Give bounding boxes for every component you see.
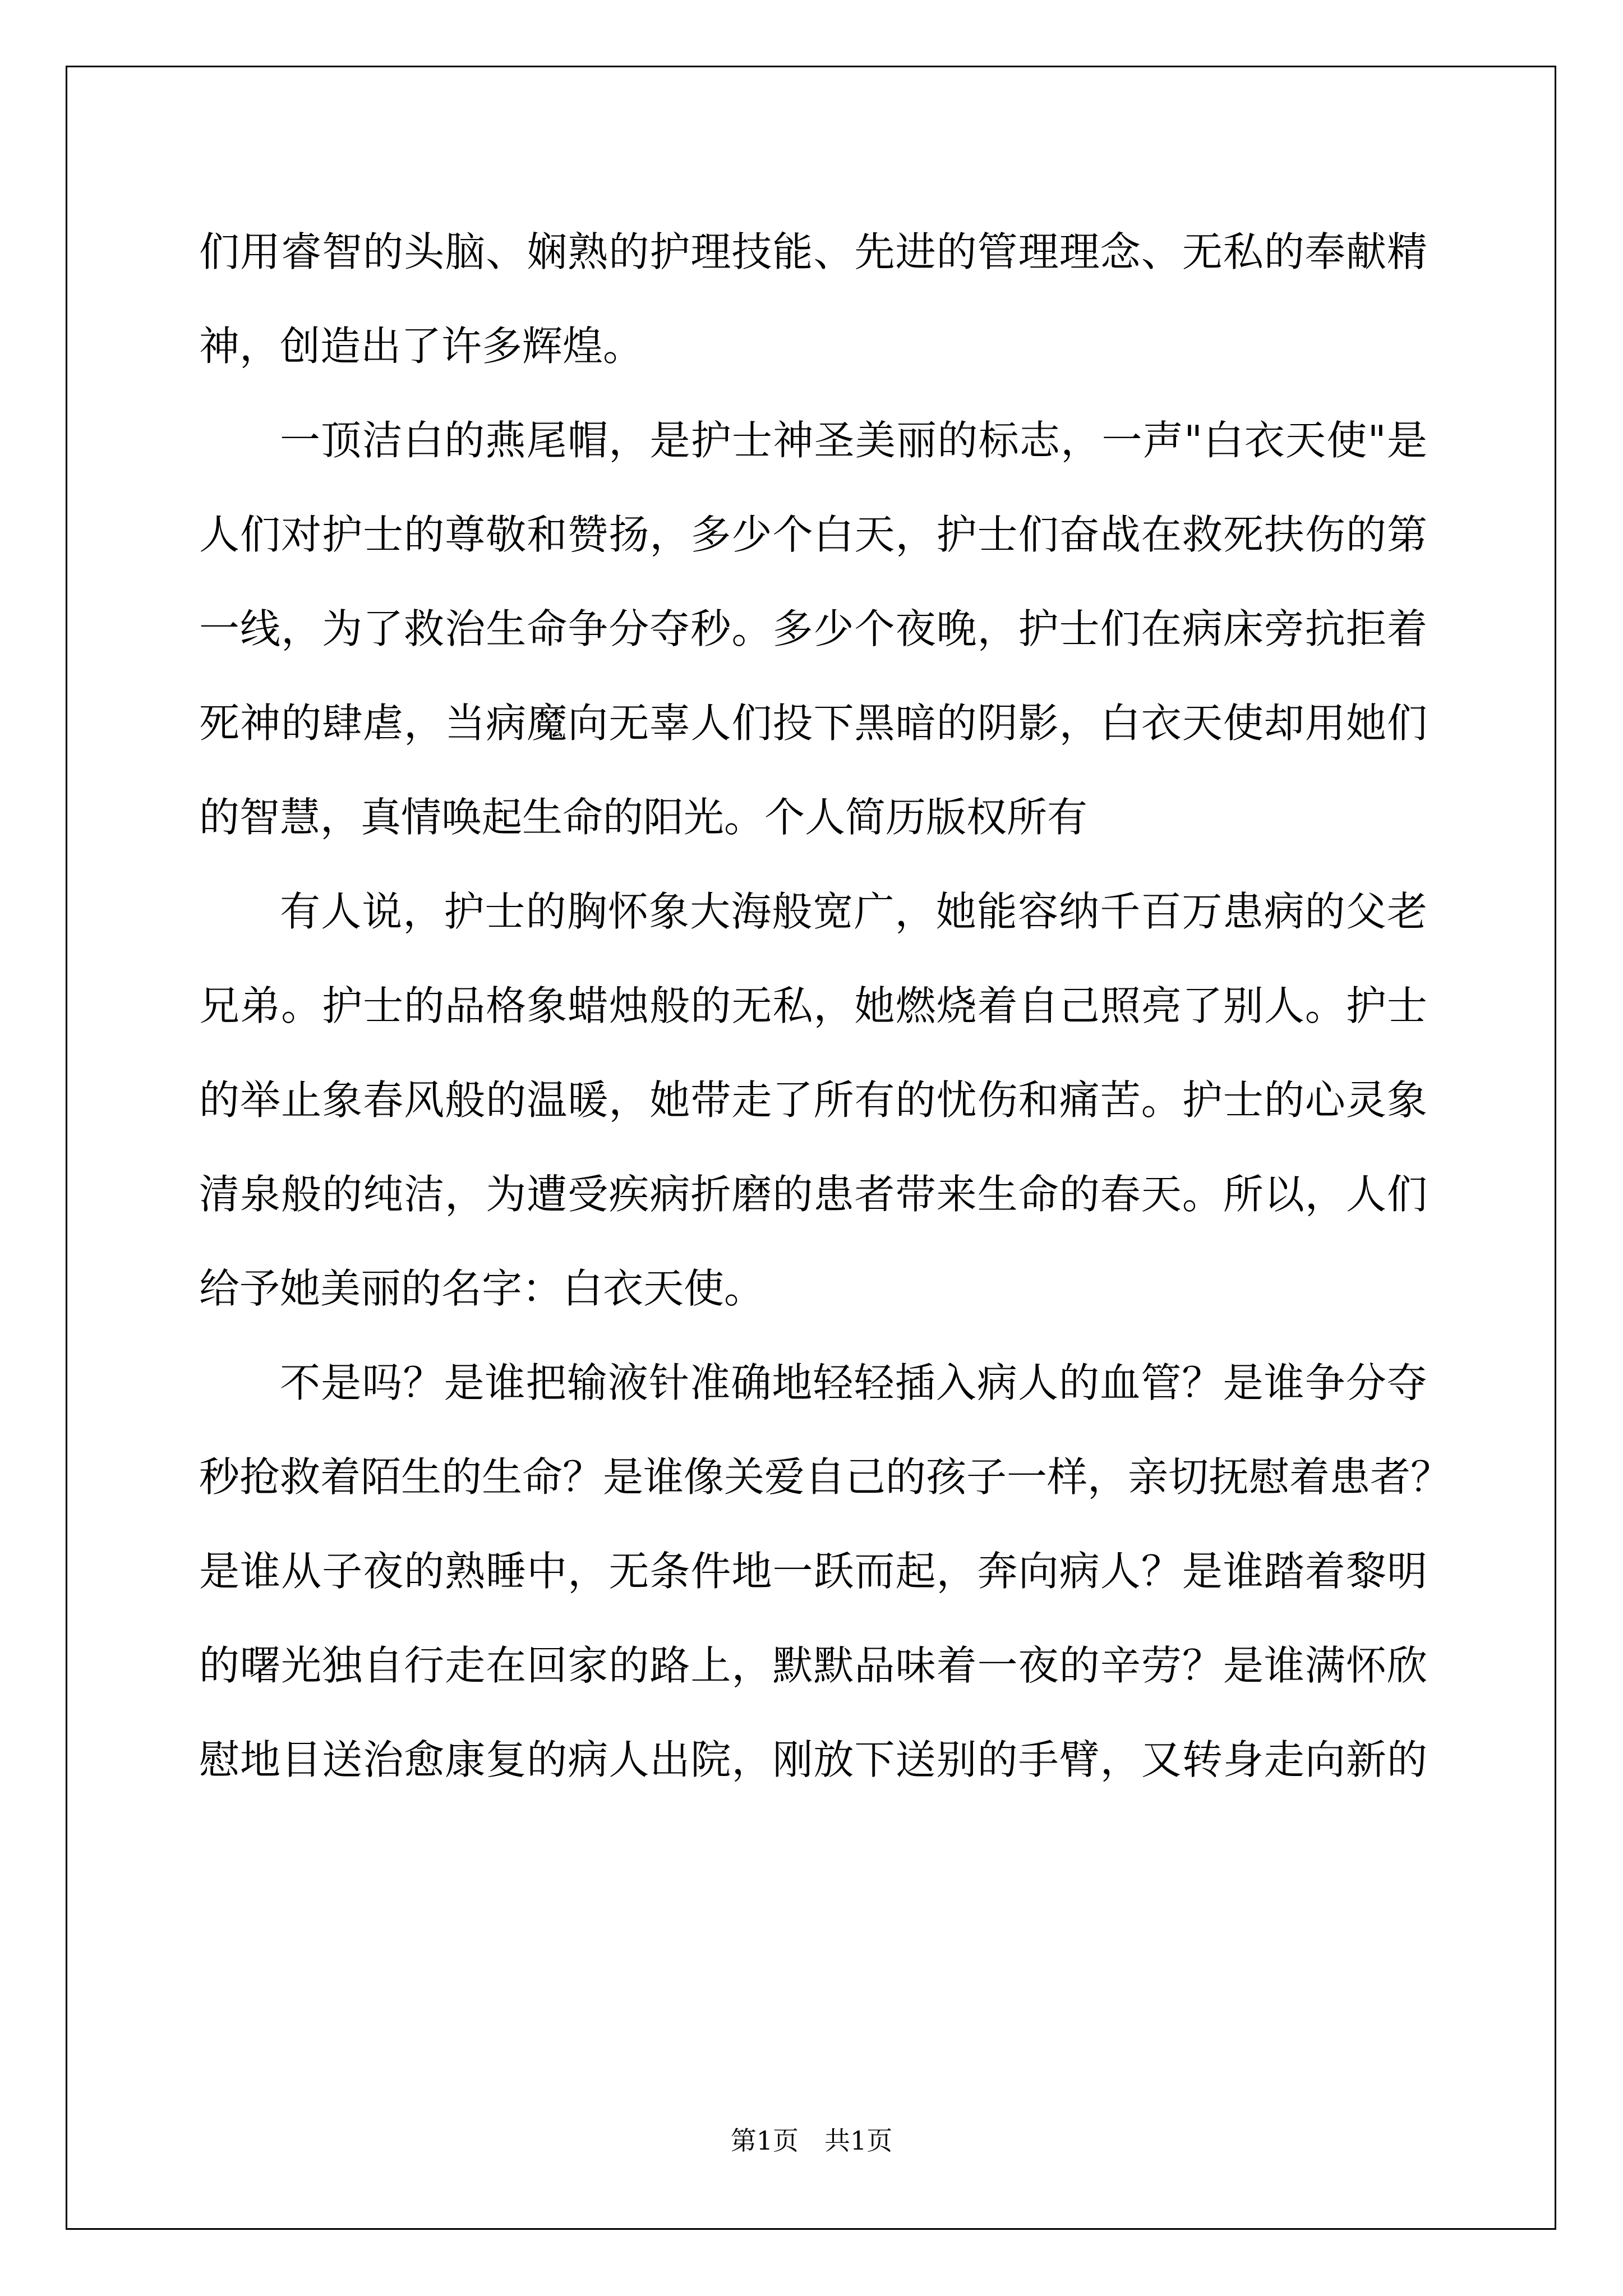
text-line: 一线，为了救治生命争分夺秒。多少个夜晚，护士们在病床旁抗拒着 xyxy=(199,605,1427,652)
text-line: 一顶洁白的燕尾帽，是护士神圣美丽的标志，一声"白衣天使"是 xyxy=(280,417,1427,464)
text-line: 的智慧，真情唤起生命的阳光。个人简历版权所有 xyxy=(199,794,1088,841)
text-line: 不是吗？是谁把输液针准确地轻轻插入病人的血管？是谁争分夺 xyxy=(280,1359,1427,1406)
text-line: 们用睿智的头脑、娴熟的护理技能、先进的管理理念、无私的奉献精 xyxy=(199,228,1427,275)
text-line: 给予她美丽的名字：白衣天使。 xyxy=(199,1265,765,1312)
text-line: 是谁从子夜的熟睡中，无条件地一跃而起，奔向病人？是谁踏着黎明 xyxy=(199,1548,1427,1595)
text-line: 的举止象春风般的温暖，她带走了所有的忧伤和痛苦。护士的心灵象 xyxy=(199,1076,1427,1124)
page-number-total: 共1页 xyxy=(824,2125,893,2156)
text-line: 有人说，护士的胸怀象大海般宽广，她能容纳千百万患病的父老 xyxy=(280,888,1427,935)
document-body xyxy=(199,205,1451,1807)
text-line: 的曙光独自行走在回家的路上，默默品味着一夜的辛劳？是谁满怀欣 xyxy=(199,1642,1427,1689)
text-line: 神，创造出了许多辉煌。 xyxy=(199,323,644,370)
text-line: 秒抢救着陌生的生命？是谁像关爱自己的孩子一样，亲切抚慰着患者？ xyxy=(199,1453,1451,1501)
text-line: 兄弟。护士的品格象蜡烛般的无私，她燃烧着自己照亮了别人。护士 xyxy=(199,982,1427,1029)
text-line: 死神的肆虐，当病魔向无辜人们投下黑暗的阴影，白衣天使却用她们 xyxy=(199,700,1427,747)
text-line: 清泉般的纯洁，为遭受疾病折磨的患者带来生命的春天。所以，人们 xyxy=(199,1171,1427,1218)
page-number-current: 第1页 xyxy=(730,2125,799,2156)
text-line: 慰地目送治愈康复的病人出院，刚放下送别的手臂，又转身走向新的 xyxy=(199,1736,1427,1783)
text-line: 人们对护士的尊敬和赞扬，多少个白天，护士们奋战在救死扶伤的第 xyxy=(199,511,1427,558)
page-footer xyxy=(0,2120,1623,2157)
